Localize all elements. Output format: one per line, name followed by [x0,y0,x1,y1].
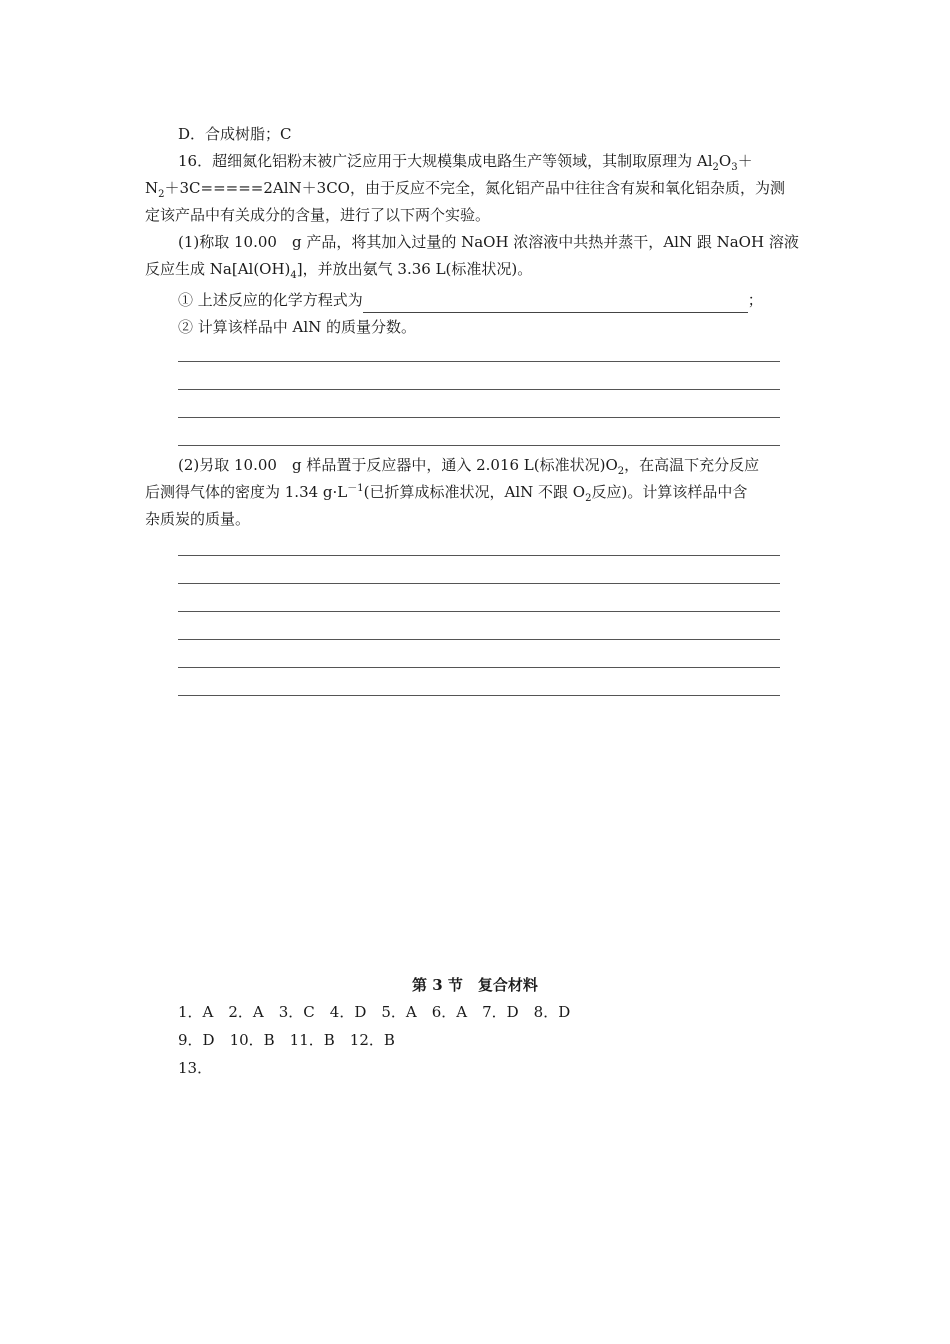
q16-intro-line2 [145,175,785,201]
part1-text-a: 反应生成 Na[Al(OH) [145,260,291,278]
subscript: 2 [158,189,165,200]
answer-line[interactable] [178,667,780,668]
q16-number: 16． [178,152,213,170]
sub-question-1 [178,287,763,313]
part1-text-b: ]，并放出氨气 3.36 L(标准状况)。 [296,260,533,278]
superscript: －1 [347,483,364,494]
nitrogen-symbol: N [145,179,159,197]
subscript: 4 [290,270,297,281]
sub-question-2: ② 计算该样品中 AlN 的质量分数。 [178,318,417,336]
sub-question-1-label: ① 上述反应的化学方程式为 [178,291,363,309]
subscript: 2 [585,493,592,504]
part2-text-c: 后测得气体的密度为 1.34 g·L [145,483,348,501]
answer-line[interactable] [178,639,780,640]
answer-line[interactable] [178,583,780,584]
subscript: 3 [731,162,738,173]
q16-part2-line1 [178,452,759,478]
q16-part1-line2 [145,256,532,282]
q16-part2-line2 [145,479,747,505]
answer-line[interactable] [178,555,780,556]
q16-intro-text-a: 超细氮化铝粉末被广泛应用于大规模集成电路生产等领域，其制取原理为 Al [212,152,713,170]
part2-text-b: ，在高温下充分反应 [624,456,760,474]
answers-row-3: 13． [178,1059,213,1077]
answer-line[interactable] [178,445,780,446]
part2-text-e: 反应)。计算该样品中含 [591,483,748,501]
q16-intro-text-b: ＋3C=====2AlN＋3CO，由于反应不完全，氮化铝产品中往往含有炭和氧化铝杂质，为测 [164,179,785,197]
option-d: D．合成树脂；C [178,125,292,143]
subscript: 2 [617,466,625,477]
subscript: 2 [712,162,719,173]
plus-sign: ＋ [737,152,753,170]
part2-text-a: (2)另取 10.00 g 样品置于反应器中，通入 2.016 L(标准状况)O [178,456,618,474]
answer-blank[interactable] [363,294,748,313]
answers-row-2: 9．D 10．B 11．B 12．B [178,1031,395,1049]
oxygen-symbol: O [718,152,732,170]
answer-line[interactable] [178,611,780,612]
part2-text-d: (已折算成标准状况，AlN 不跟 O [363,483,586,501]
section-title: 第 3 节 复合材料 [412,976,538,994]
answer-line[interactable] [178,417,780,418]
answer-line[interactable] [178,361,780,362]
q16-part1-line1: (1)称取 10.00 g 产品，将其加入过量的 NaOH 浓溶液中共热并蒸干，AlN 跟 NaOH 溶液 [178,233,799,251]
answer-line[interactable] [178,695,780,696]
answer-line[interactable] [178,389,780,390]
sub-question-1-end: ； [747,291,763,309]
answers-row-1: 1．A 2．A 3．C 4．D 5．A 6．A 7．D 8．D [178,1003,571,1021]
q16-part2-line3: 杂质炭的质量。 [145,510,251,528]
q16-intro-line1 [178,148,753,174]
q16-intro-line3: 定该产品中有关成分的含量，进行了以下两个实验。 [145,206,491,224]
